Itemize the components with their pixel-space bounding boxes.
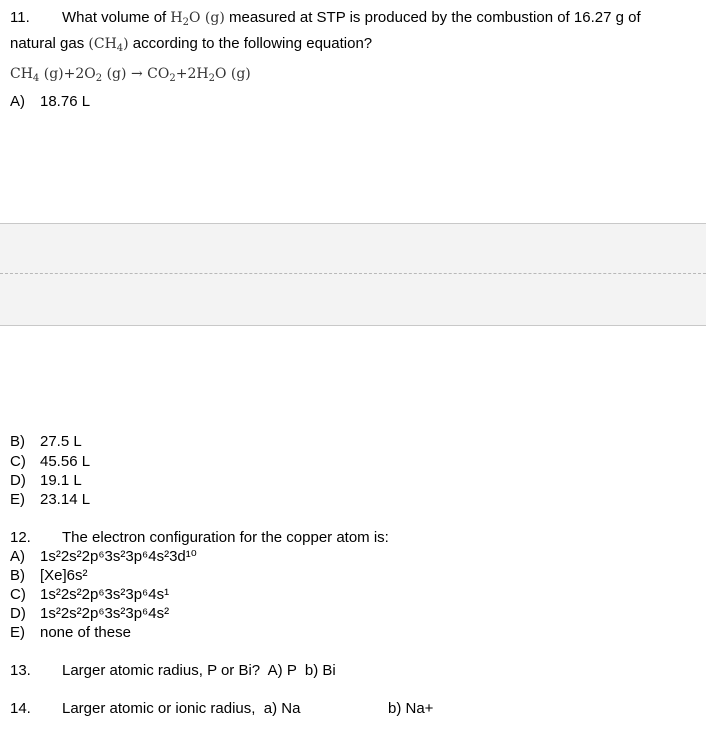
question-14-text: Larger atomic or ionic radius, a) Na xyxy=(62,700,301,717)
question-11-text-c: natural gas xyxy=(10,35,85,52)
question-12-text: The electron configuration for the copper atom is: xyxy=(62,529,389,546)
question-12-option-a: A) 1s²2s²2p⁶3s²3p⁶4s²3d¹⁰ xyxy=(10,548,197,565)
question-12-option-e: E) none of these xyxy=(10,624,131,641)
question-12-number: 12. xyxy=(10,529,31,546)
question-11-text-d: according to the following equation? xyxy=(132,35,373,52)
question-11-text-a: What volume of xyxy=(62,9,167,26)
question-11-option-c: C) 45.56 L xyxy=(10,453,91,470)
question-12-option-c: C) 1s²2s²2p⁶3s²3p⁶4s¹ xyxy=(10,586,170,603)
question-11-line-1 xyxy=(10,9,641,26)
question-13-number: 13. xyxy=(10,662,31,679)
question-11-option-e: E) 23.14 L xyxy=(10,491,91,508)
question-14-option-b: b) Na+ xyxy=(388,700,434,717)
question-14 xyxy=(10,700,300,717)
question-11-option-a: A) 18.76 L xyxy=(10,93,91,110)
h2o-formula: $H_2O$ (g) xyxy=(170,10,225,28)
question-12 xyxy=(10,529,389,546)
question-13-text: Larger atomic radius, P or Bi? A) P b) Bi xyxy=(62,662,336,679)
page-break-band xyxy=(0,223,706,326)
question-11-option-d: D) 19.1 L xyxy=(10,472,82,489)
ch4-formula: $(CH_4)$ xyxy=(88,36,129,54)
question-11-text-b: measured at STP is produced by the combustion of 16.27 g of xyxy=(228,9,641,26)
arrow-icon: → xyxy=(130,66,143,82)
question-11-option-b: B) 27.5 L xyxy=(10,433,82,450)
question-12-option-b: B) [Xe]6s² xyxy=(10,567,88,584)
question-11-line-2 xyxy=(10,35,372,52)
question-13 xyxy=(10,662,336,679)
question-14-number: 14. xyxy=(10,700,31,717)
question-11-number: 11. xyxy=(10,9,30,26)
chemical-equation: $CH_4$ $(g)+2O_2$ $(g) \to CO_2+2H_2O$ (g) xyxy=(10,66,251,84)
page-break-dashed-line xyxy=(0,273,706,274)
question-12-option-d: D) 1s²2s²2p⁶3s²3p⁶4s² xyxy=(10,605,170,622)
